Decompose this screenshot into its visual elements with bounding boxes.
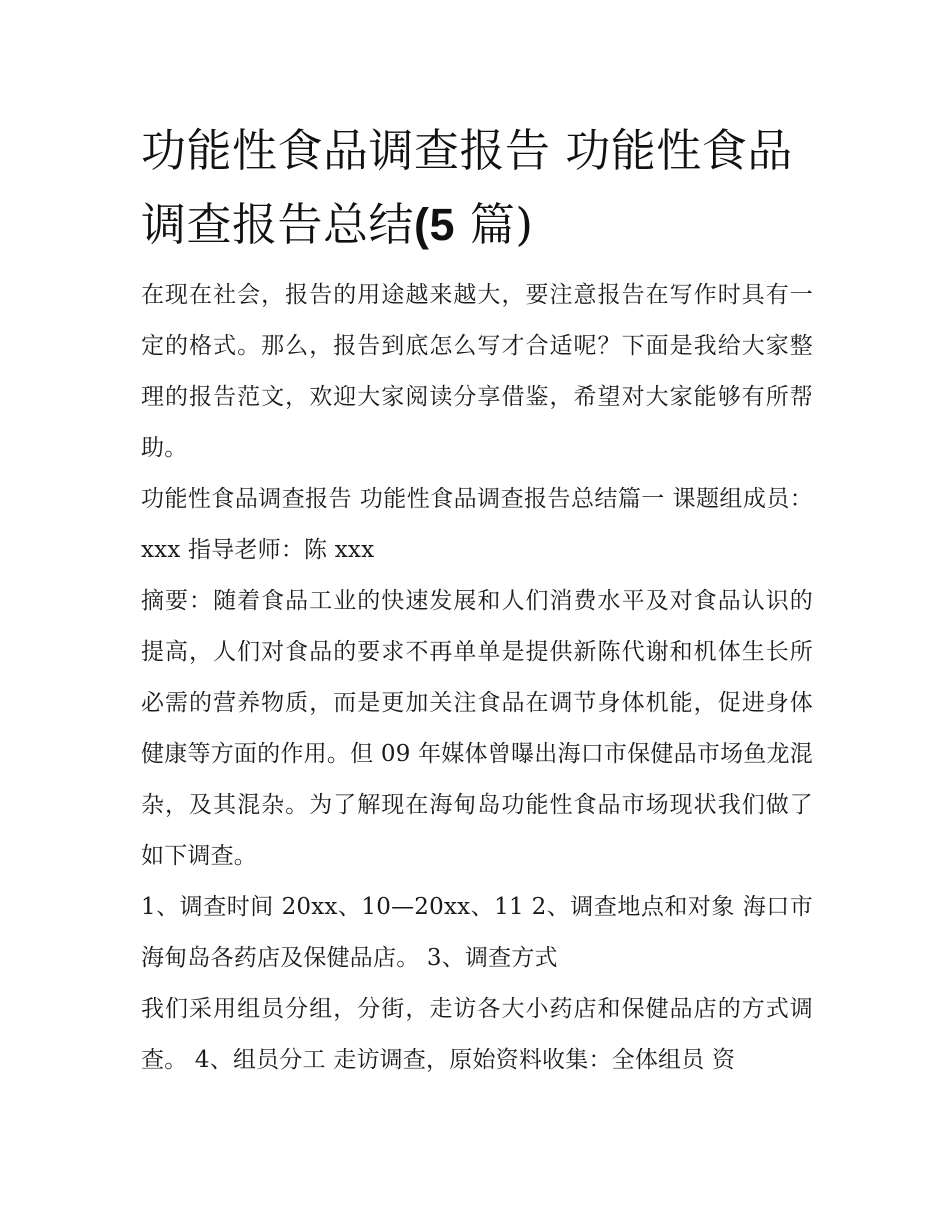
intro-paragraph: 在现在社会，报告的用途越来越大，要注意报告在写作时具有一定的格式。那么，报告到底怎么写才合适呢？下面是我给大家整理的报告范文，欢迎大家阅读分享借鉴，希望对大家能够有所帮助。 [141, 282, 813, 461]
survey-method-paragraph: 我们采用组员分组，分街，走访各大小药店和保健品店的方式调查。 4、组员分工 走访调查，原始资料收集：全体组员 资 [141, 996, 813, 1073]
title-suffix: 篇) [455, 198, 534, 251]
abstract-paragraph: 摘要：随着食品工业的快速发展和人们消费水平及对食品认识的提高，人们对食品的要求不再单单是提供新陈代谢和机体生长所必需的营养物质，而是更加关注食品在调节身体机能，促进身体健康等方面的作用。但 09 年媒体曾曝出海口市保健品市场鱼龙混杂，及其混杂。为了解现在海甸岛功能性食品市场现状我们做了如下调查。 [141, 588, 813, 869]
section-heading-paragraph: 功能性食品调查报告 功能性食品调查报告总结篇一 课题组成员：xxx 指导老师：陈 xxx [141, 486, 813, 563]
document-body [141, 270, 813, 1086]
document-content [141, 114, 813, 1086]
title-text: 功能性食品调查报告 功能性食品调查报告总结 [141, 124, 793, 251]
survey-details-paragraph: 1、调查时间 20xx、10—20xx、11 2、调查地点和对象 海口市海甸岛各药店及保健品店。 3、调查方式 [141, 894, 813, 971]
document-title [141, 114, 813, 262]
title-count: (5 [414, 199, 456, 250]
